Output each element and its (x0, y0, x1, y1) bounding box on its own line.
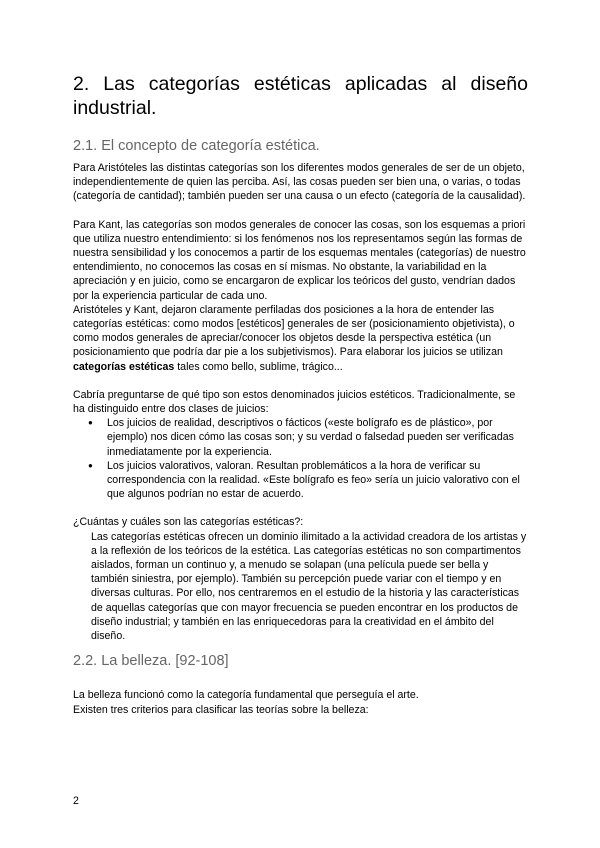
paragraph-aristoteles-kant-end: tales como bello, sublime, trágico... (174, 360, 343, 373)
bullet-item-realidad: ● Los juicios de realidad, descriptivos o fácticos («este bolígrafo es de plástico», por ejemplo) nos dicen cómo las cosas son; y su verdad o falsedad pueden ser verificadas inmediatamente por la experiencia. (107, 416, 528, 459)
question-text: ¿Cuántas y cuáles son las categorías estéticas?: (73, 516, 304, 529)
page-content (73, 72, 528, 717)
paragraph-belleza-2: Existen tres criterios para clasificar las teorías sobre la belleza: (73, 703, 369, 716)
paragraph-kant: Para Kant, las categorías son modos generales de conocer las cosas, son los esquemas a priori que utiliza nuestro entendimiento: si los fenómenos nos los representamos según las formas de nuestra sensibilidad y los conocemos a partir de los esquemas mentales (categorías) de nuestro entendimiento, no conocemos las cosas en sí mismas. No obstante, la variabilidad en la apreciación y en juicio, como se encargaron de explicar los teóricos del gusto, vendrían dados por la experiencia particular de cada uno. (73, 218, 526, 302)
page-number: 2 (73, 795, 79, 807)
bold-term-categorias: categorías estéticas (73, 360, 175, 373)
section-heading-concepto: 2.1. El concepto de categoría estética. (73, 138, 320, 154)
answer-paragraph: Las categorías estéticas ofrecen un dominio ilimitado a la actividad creadora de los artistas y a la reflexión de los teóricos de la estética. Las categorías estéticas no son compartimentos aislados, forman un continuo y, a menudo se solapan (una película puede ser bella y también siniestra, por ejemplo). También su percepción puede variar con el tiempo y en diversas culturas. Por ello, nos centraremos en el estudio de la historia y las características de aquellas categorías que con mayor frecuencia se pueden encontrar en los productos de diseño industrial; y también en las enriquecedoras para la creatividad en el ámbito del diseño. (91, 530, 527, 643)
paragraph-juicios: Cabría preguntarse de qué tipo son estos denominados juicios estéticos. Tradicionalmente, se ha distinguido entre dos clases de juicios: (73, 388, 516, 416)
paragraph-aristoteles-kant-text: Aristóteles y Kant, dejaron claramente perfiladas dos posiciones a la hora de entender las categorías estéticas: como modos [estéticos] generales de ser (posicionamiento objetivista), o como modos generales de apreciar/conocer los objetos desde la perspectiva estética (un posicionamiento que podría dar pie a los subjetivismos). Para elaborar los juicios se utilizan (73, 303, 515, 359)
paragraph-aristoteles-kant (73, 303, 528, 374)
paragraph-belleza-1: La belleza funcionó como la categoría fundamental que perseguía el arte. (73, 689, 419, 702)
paragraph-aristoteles: Para Aristóteles las distintas categorías son los diferentes modos generales de ser de un objeto, independientemente de quien las perciba. Así, las cosas pueden ser bien una, o varias, o todas (categoría de cantidad); también pueden ser una causa o un efecto (categoría de la causalidad). (73, 162, 526, 203)
bullet-item-valorativos: ● Los juicios valorativos, valoran. Resultan problemáticos a la hora de verificar su correspondencia con la realidad. «Este bolígrafo es feo» sería un juicio valorativo con el que algunos podrían no estar de acuerdo. (107, 459, 528, 502)
page-title: 2. Las categorías estéticas aplicadas al diseño industrial. (73, 73, 528, 119)
section-heading-belleza: 2.2. La belleza. [92-108] (73, 653, 229, 670)
bullet-list-juicios (73, 416, 528, 501)
